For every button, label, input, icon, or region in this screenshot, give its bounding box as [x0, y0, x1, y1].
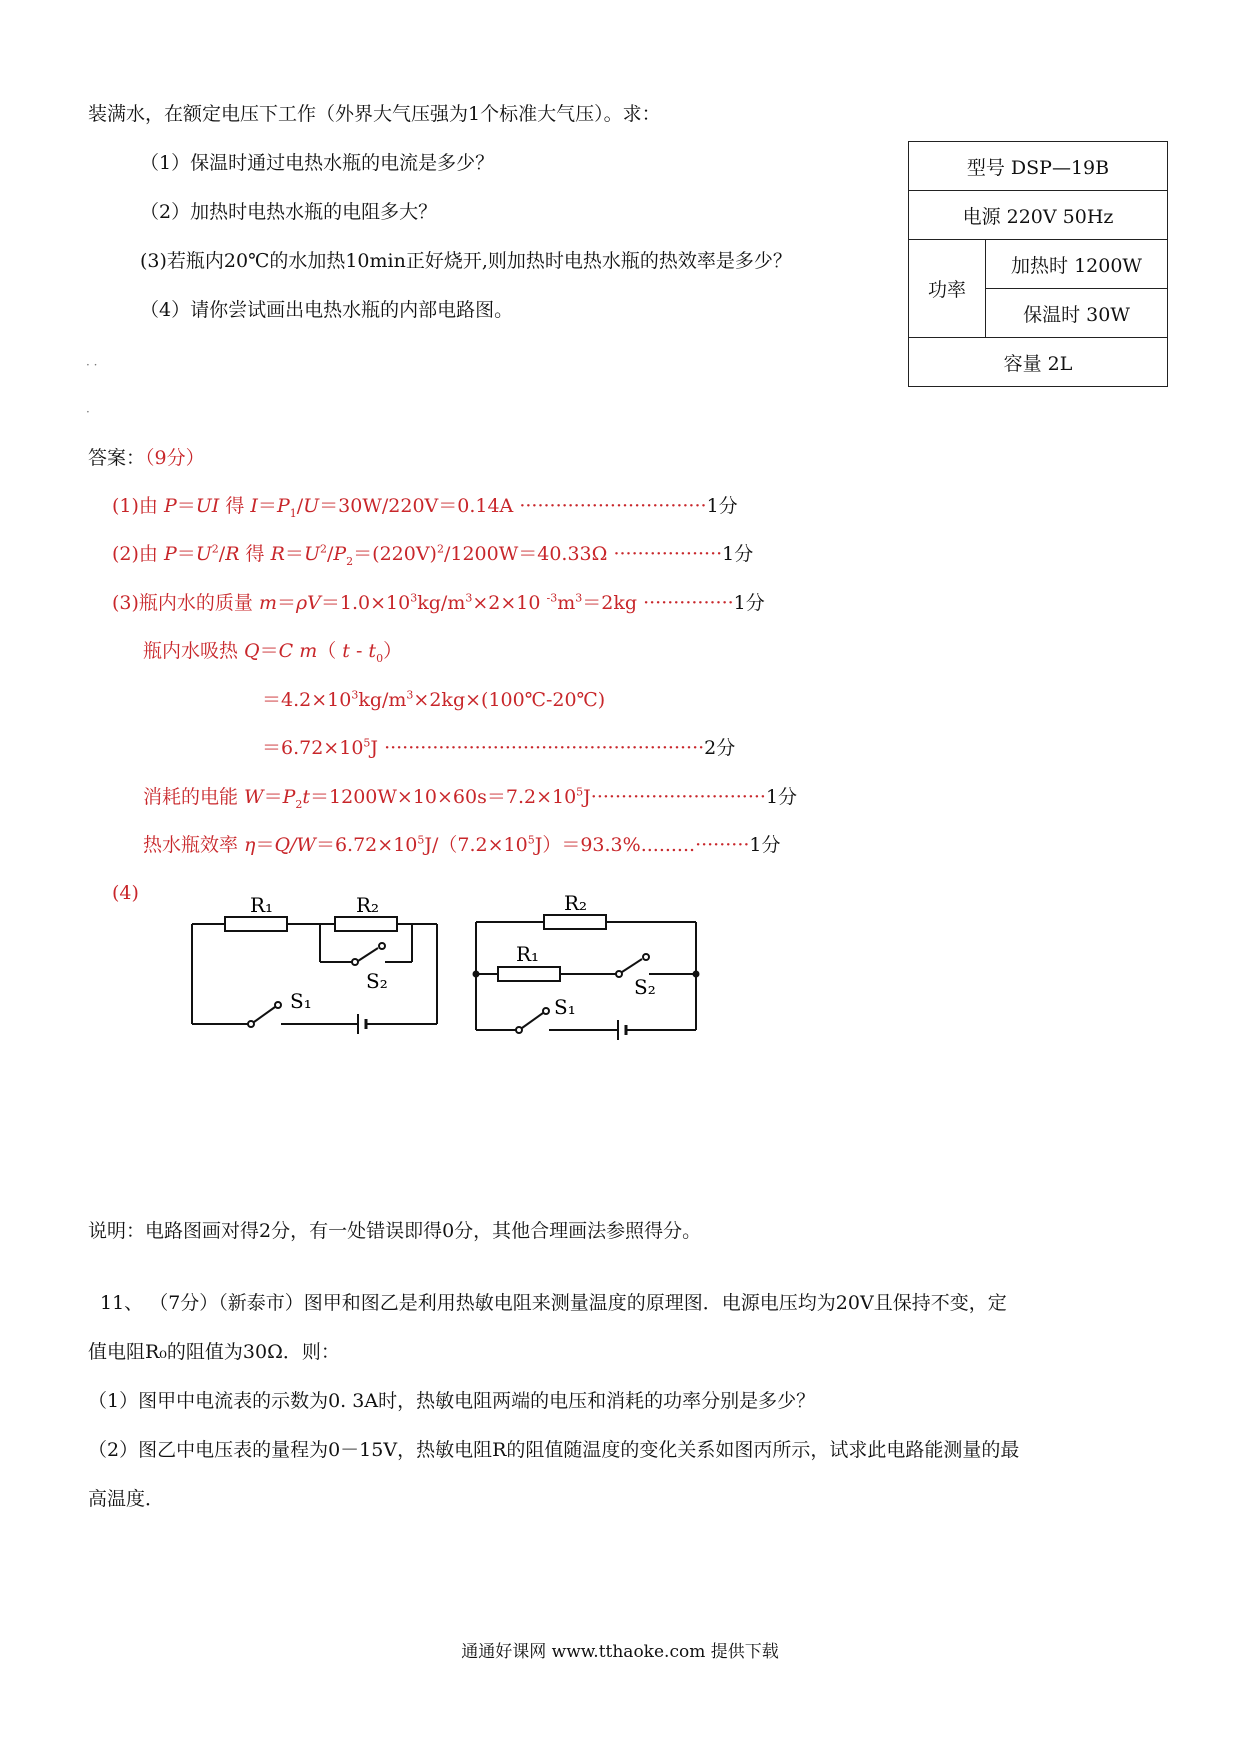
label-r2: R₂ — [356, 893, 380, 917]
label-s2: S₂ — [366, 969, 388, 993]
q11-line-5: 高温度． — [88, 1488, 165, 1510]
question-2: （2）加热时电热水瓶的电阻多大？ — [140, 201, 438, 223]
page-footer: 通通好课网 www.tthaoke.com 提供下载 — [461, 1642, 779, 1662]
stray-mark: · — [86, 405, 90, 419]
spec-capacity: 容量 2L — [909, 338, 1168, 387]
label-r1-b: R₁ — [516, 942, 540, 966]
circuit-diagram-1 — [180, 880, 450, 1050]
q11-line-2: 值电阻R₀的阻值为30Ω．则： — [88, 1341, 340, 1363]
question-4: （4）请你尝试画出电热水瓶的内部电路图。 — [140, 299, 514, 321]
answer-line-1: (1)由 P＝UI 得 $I=P_1/U=30W/220V=0.14A \cdot\cdot\cdot\cdot\cdot\cdot\cdot\cdot\cdot\cdot\cdot\cdot\cdot\cdot\cdot\cdot\cdot\cdot\cdot\cdot\cdot\cdot\cdot\cdot\cdot\cdot\cdot\cdot\cdot\cdot\cdot 1$分 — [112, 495, 738, 520]
answer-line-3: (3)瓶内水的质量 $m=\rho V=1.0\times 10^3kg/m^3\times 2\times 10$ $^{-3}m^3=2kg \cdot\cdot\cdot\cdot\cdot\cdot\cdot\cdot\cdot\cdot\cdot\cdot\cdot\cdot\cdot 1$分 — [112, 591, 765, 614]
q11-line-1: 11、 （7分）（新泰市）图甲和图乙是利用热敏电阻来测量温度的原理图．电源电压均为20V且保持不变，定 — [100, 1292, 1007, 1314]
q11-line-3: （1）图甲中电流表的示数为0. 3A时，热敏电阻两端的电压和消耗的功率分别是多少？ — [88, 1390, 816, 1412]
circuit-diagram-2 — [466, 880, 716, 1050]
intro-text: 装满水，在额定电压下工作（外界大气压强为1个标准大气压）。求： — [88, 103, 661, 125]
q11-line-4: （2）图乙中电压表的量程为0－15V，热敏电阻R的阻值随温度的变化关系如图丙所示，试求此电路能测量的最 — [88, 1439, 1020, 1461]
spec-keeping: 保温时 30W — [986, 289, 1168, 338]
resistor-r1-b — [498, 967, 560, 981]
answer-header — [88, 445, 205, 471]
question-1: （1）保温时通过电热水瓶的电流是多少？ — [140, 152, 495, 174]
question-3: (3)若瓶内20℃的水加热10min正好烧开,则加热时电热水瓶的热效率是多少？ — [140, 250, 792, 272]
stray-mark: · · — [86, 358, 98, 372]
label-s1: S₁ — [290, 989, 312, 1013]
answer-line-7: 消耗的电能 $W=P_2t=1200W\times 10\times 60s=7.2\times 10^5J\cdot\cdot\cdot\cdot\cdot\cdot\cdot\cdot\cdot\cdot\cdot\cdot\cdot\cdot\cdot\cdot\cdot\cdot\cdot\cdot\cdot\cdot\cdot\cdot\cdot\cdot\cdot\cdot\cdot 1$分 — [143, 785, 798, 811]
answer-line-9: (4) — [112, 882, 139, 904]
label-s1-b: S₁ — [554, 995, 576, 1019]
spec-power-label: 功率 — [909, 240, 986, 338]
answer-line-2: (2)由 $P=U^2/R$ 得 $R=U^2/P_2=(220V)^2/1200W=40.33\Omega \cdot\cdot\cdot\cdot\cdot\cdot\cdot\cdot\cdot\cdot\cdot\cdot\cdot\cdot\cdot\cdot\cdot\cdot 1$分 — [112, 542, 754, 568]
grading-note: 说明：电路图画对得2分，有一处错误即得0分，其他合理画法参照得分。 — [88, 1220, 702, 1242]
spec-power-supply: 电源 220V 50Hz — [909, 191, 1168, 240]
answer-label: 答案： — [88, 447, 146, 469]
answer-line-8: 热水瓶效率 $\eta=Q/W=6.72\times 10^5J/(7.2\times 10^5J)=93.3\%.........\cdot\cdot\cdot\cdot\cdot\cdot\cdot\cdot\cdot 1$分 — [143, 833, 781, 856]
spec-table — [908, 141, 1168, 387]
answer-line-5: $=4.2\times 10^3kg/m^3\times 2kg\times(100℃-20℃)$ — [262, 688, 606, 711]
spec-heating: 加热时 1200W — [986, 240, 1168, 289]
label-s2-b: S₂ — [634, 975, 656, 999]
answer-score: （9分） — [145, 447, 205, 469]
resistor-r1 — [225, 917, 287, 931]
answer-line-4: 瓶内水吸热 Q＝C m（ t - $t_0$） — [143, 640, 403, 665]
label-r2-b: R₂ — [564, 891, 588, 915]
spec-model: 型号 DSP—19B — [909, 142, 1168, 191]
label-r1: R₁ — [250, 893, 274, 917]
answer-line-6: $=6.72\times 10^5J \cdot\cdot\cdot\cdot\cdot\cdot\cdot\cdot\cdot\cdot\cdot\cdot\cdot\cdot\cdot\cdot\cdot\cdot\cdot\cdot\cdot\cdot\cdot\cdot\cdot\cdot\cdot\cdot\cdot\cdot\cdot\cdot\cdot\cdot\cdot\cdot\cdot\cdot\cdot\cdot\cdot\cdot\cdot\cdot\cdot\cdot\cdot\cdot\cdot\cdot\cdot\cdot\cdot 2$分 — [262, 736, 736, 759]
resistor-r2 — [335, 917, 397, 931]
resistor-r2-b — [544, 915, 606, 929]
